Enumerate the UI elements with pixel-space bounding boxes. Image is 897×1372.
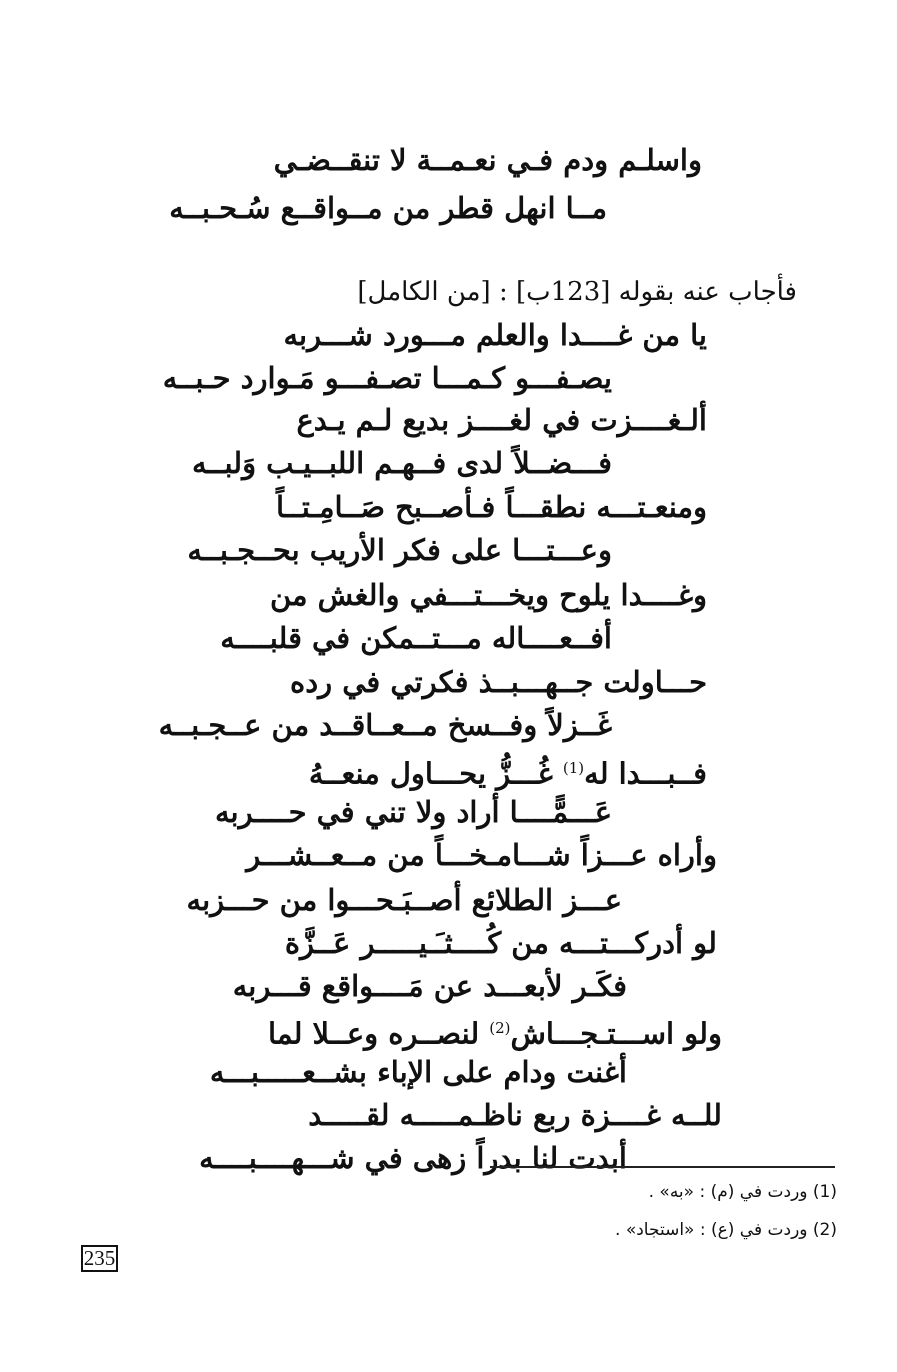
poem-line: وعـــتـــا على فكر الأريب بحــجـبــه (187, 533, 612, 567)
poem-line: أفــعــــاله مـــتــمكن في قلبــــه (220, 621, 612, 655)
opening-verse-line-2: مــا انهل قطر من مــواقــع سُـحـبــه (169, 191, 607, 225)
poem-line: عـــز الطلائع أصــبَـحـــوا من حـــزبه (186, 883, 622, 917)
poem-line: للــه غــــزة ربع ناظـمـــــه لقـــــد (308, 1098, 722, 1132)
intro-line: فأجاب عنه بقوله [123ب] : [من الكامل] (357, 277, 797, 307)
opening-verse-line-1: واسلـم ودم فـي نعـمــة لا تنقــضـي (273, 143, 702, 177)
poem-line: وغــــدا يلوح ويخـــتـــفي والغش من (269, 578, 707, 612)
footnote-marker: (1) (562, 759, 585, 777)
poem-line: فكَـر لأبعـــد عن مَــــواقع قـــربه (232, 969, 627, 1003)
poem-line-with-footnote-2 (268, 1008, 722, 1054)
poem-line-part: فــبـــدا له (584, 756, 707, 791)
poem-line: فـــضــلاً لدى فــهـم اللبــيـب وَلبــه (191, 446, 612, 480)
footnote-1: (1) وردت في (م) : «به» . (648, 1182, 837, 1202)
poem-line: غَــزلاً وفــسخ مــعــاقــد من عــجـبــه (158, 708, 612, 742)
poem-line: حـــاولت جــهـــبــذ فكرتي في رده (290, 665, 707, 699)
poem-line-part: غُـــزُّ يحـــاول منعــهُ (308, 756, 563, 791)
poem-line: لو أدركـــتـــه من كُــــثـَـيـــــر عَــزَّة (284, 926, 717, 960)
poem-line: وأراه عـــزاً شـــامـخـــاً من مــعــشـــر (246, 838, 717, 872)
footnote-marker: (2) (489, 1019, 511, 1037)
poem-line: ومنعـتـــه نطقـــاً فـأصــبح صَــامِـتــاً (275, 490, 707, 524)
poem-line: يصـفـــو كـمـــا تصـفـــو مَـوارد حـبــه (162, 361, 612, 395)
poem-line-part: لنصــره وعــلا لما (268, 1016, 490, 1051)
page-number: 235 (81, 1245, 118, 1272)
poem-line: أغنت ودام على الإباء بشــعـــــبـــه (209, 1055, 627, 1089)
poem-line: أبدت لنا بدراً زهى في شـــهــــبــــه (199, 1141, 627, 1175)
footnote-2: (2) وردت في (ع) : «استجاد» . (615, 1220, 837, 1240)
poem-line-with-footnote-1 (309, 748, 707, 794)
poem-line-part: ولو اســـتـجـــاش (510, 1016, 722, 1051)
poem-line: عَـــمًّــــا أراد ولا تني في حــــربه (215, 795, 612, 829)
footnote-separator (490, 1166, 835, 1168)
poem-line: ألـغــــزت في لغــــز بديع لـم يـدع (296, 403, 707, 437)
poem-line: يا من غــــدا والعلم مـــورد شـــربه (283, 318, 707, 352)
